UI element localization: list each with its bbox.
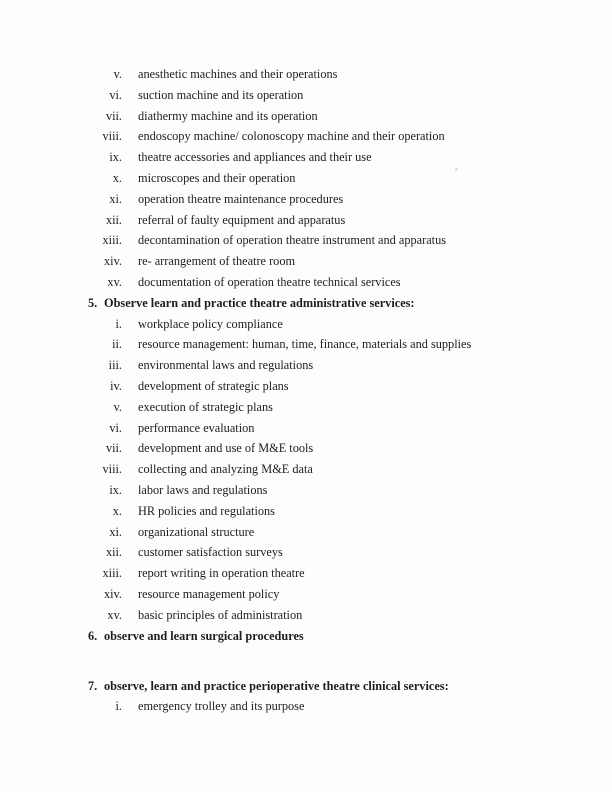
list-item <box>0 584 612 605</box>
list-item-text: performance evaluation <box>138 420 255 435</box>
list-item <box>0 168 612 189</box>
list-item-number: xi. <box>109 524 122 539</box>
list-item-number: v. <box>113 399 122 414</box>
list-item-text: documentation of operation theatre technical services <box>138 274 401 289</box>
list-item-text: anesthetic machines and their operations <box>138 67 338 81</box>
section-4-list <box>0 64 612 293</box>
list-item <box>0 334 612 355</box>
list-item-text: endoscopy machine/ colonoscopy machine and their operation <box>138 129 445 144</box>
list-item-text: theatre accessories and appliances and their use <box>138 150 372 165</box>
list-item-text: HR policies and regulations <box>138 503 275 518</box>
list-item-text: development of strategic plans <box>138 378 289 393</box>
list-item <box>0 501 612 522</box>
list-item-number: ix. <box>109 482 122 497</box>
list-item-number: ix. <box>109 150 122 165</box>
section-number: 5. <box>88 295 98 310</box>
list-item-number: xiii. <box>102 233 122 248</box>
list-item-number: iv. <box>110 378 122 393</box>
document-page <box>0 64 612 715</box>
list-item <box>0 459 612 480</box>
list-item-text: development and use of M&E tools <box>138 441 314 456</box>
list-item <box>0 563 612 584</box>
list-item-text: re- arrangement of theatre room <box>138 254 296 269</box>
section-title: observe and learn surgical procedures <box>104 628 304 643</box>
list-item-number: vii. <box>105 441 122 456</box>
list-item-number: ii. <box>112 337 122 352</box>
list-item-text: collecting and analyzing M&E data <box>138 462 313 477</box>
list-item <box>0 522 612 543</box>
list-item <box>0 438 612 459</box>
list-item-number: v. <box>113 67 122 81</box>
list-item <box>0 126 612 147</box>
list-item <box>0 230 612 251</box>
list-item-number: xiv. <box>104 586 122 601</box>
list-item-text: diathermy machine and its operation <box>138 108 318 123</box>
list-item-number: viii. <box>102 129 122 144</box>
section-number: 7. <box>88 679 98 694</box>
list-item <box>0 355 612 376</box>
list-item-text: resource management: human, time, finance, materials and supplies <box>138 337 472 352</box>
list-item-text: referral of faulty equipment and apparatus <box>138 212 346 227</box>
list-item-number: vii. <box>105 108 122 123</box>
list-item-text: execution of strategic plans <box>138 399 273 414</box>
list-item <box>0 314 612 335</box>
list-item <box>0 64 612 85</box>
list-item <box>0 418 612 439</box>
section-7-heading <box>0 676 612 697</box>
section-title: observe, learn and practice perioperative theatre clinical services: <box>104 679 449 694</box>
list-item-number: i. <box>115 699 122 714</box>
list-item <box>0 272 612 293</box>
list-item <box>0 85 612 106</box>
list-item-text: emergency trolley and its purpose <box>138 699 305 714</box>
section-title: Observe learn and practice theatre administrative services: <box>104 295 415 310</box>
list-item <box>0 106 612 127</box>
list-item <box>0 189 612 210</box>
list-item-number: iii. <box>108 358 122 373</box>
list-item-text: resource management policy <box>138 586 280 601</box>
list-item-text: environmental laws and regulations <box>138 358 314 373</box>
list-item-number: i. <box>115 316 122 331</box>
list-item-text: organizational structure <box>138 524 255 539</box>
list-item-number: viii. <box>102 462 122 477</box>
list-item-number: xiii. <box>102 566 122 581</box>
list-item-text: suction machine and its operation <box>138 87 304 102</box>
list-item-text: labor laws and regulations <box>138 482 268 497</box>
list-item-text: workplace policy compliance <box>138 316 283 331</box>
list-item-text: microscopes and their operation <box>138 170 296 185</box>
list-item-text: basic principles of administration <box>138 607 303 622</box>
list-item-number: vi. <box>109 87 122 102</box>
list-item-text: customer satisfaction surveys <box>138 545 283 560</box>
list-item-number: x. <box>112 503 122 518</box>
section-number: 6. <box>88 628 98 643</box>
list-item <box>0 147 612 168</box>
list-item <box>0 251 612 272</box>
list-item-number: xiv. <box>104 254 122 269</box>
list-item-number: x. <box>112 170 122 185</box>
list-item <box>0 697 612 715</box>
list-item <box>0 397 612 418</box>
list-item-text: decontamination of operation theatre instrument and apparatus <box>138 233 446 248</box>
section-6-heading <box>0 626 612 647</box>
list-item <box>0 480 612 501</box>
list-item <box>0 376 612 397</box>
list-item <box>0 210 612 231</box>
list-item-number: xv. <box>107 274 122 289</box>
list-item-number: xii. <box>105 545 122 560</box>
list-item <box>0 605 612 626</box>
list-item-number: vi. <box>109 420 122 435</box>
list-item-text: report writing in operation theatre <box>138 566 305 581</box>
list-item-text: operation theatre maintenance procedures <box>138 191 344 206</box>
list-item-number: xi. <box>109 191 122 206</box>
section-5-heading <box>0 293 612 314</box>
list-item-number: xv. <box>107 607 122 622</box>
section-5-list <box>0 314 612 626</box>
list-item-number: xii. <box>105 212 122 227</box>
section-7-list <box>0 697 612 715</box>
list-item <box>0 542 612 563</box>
